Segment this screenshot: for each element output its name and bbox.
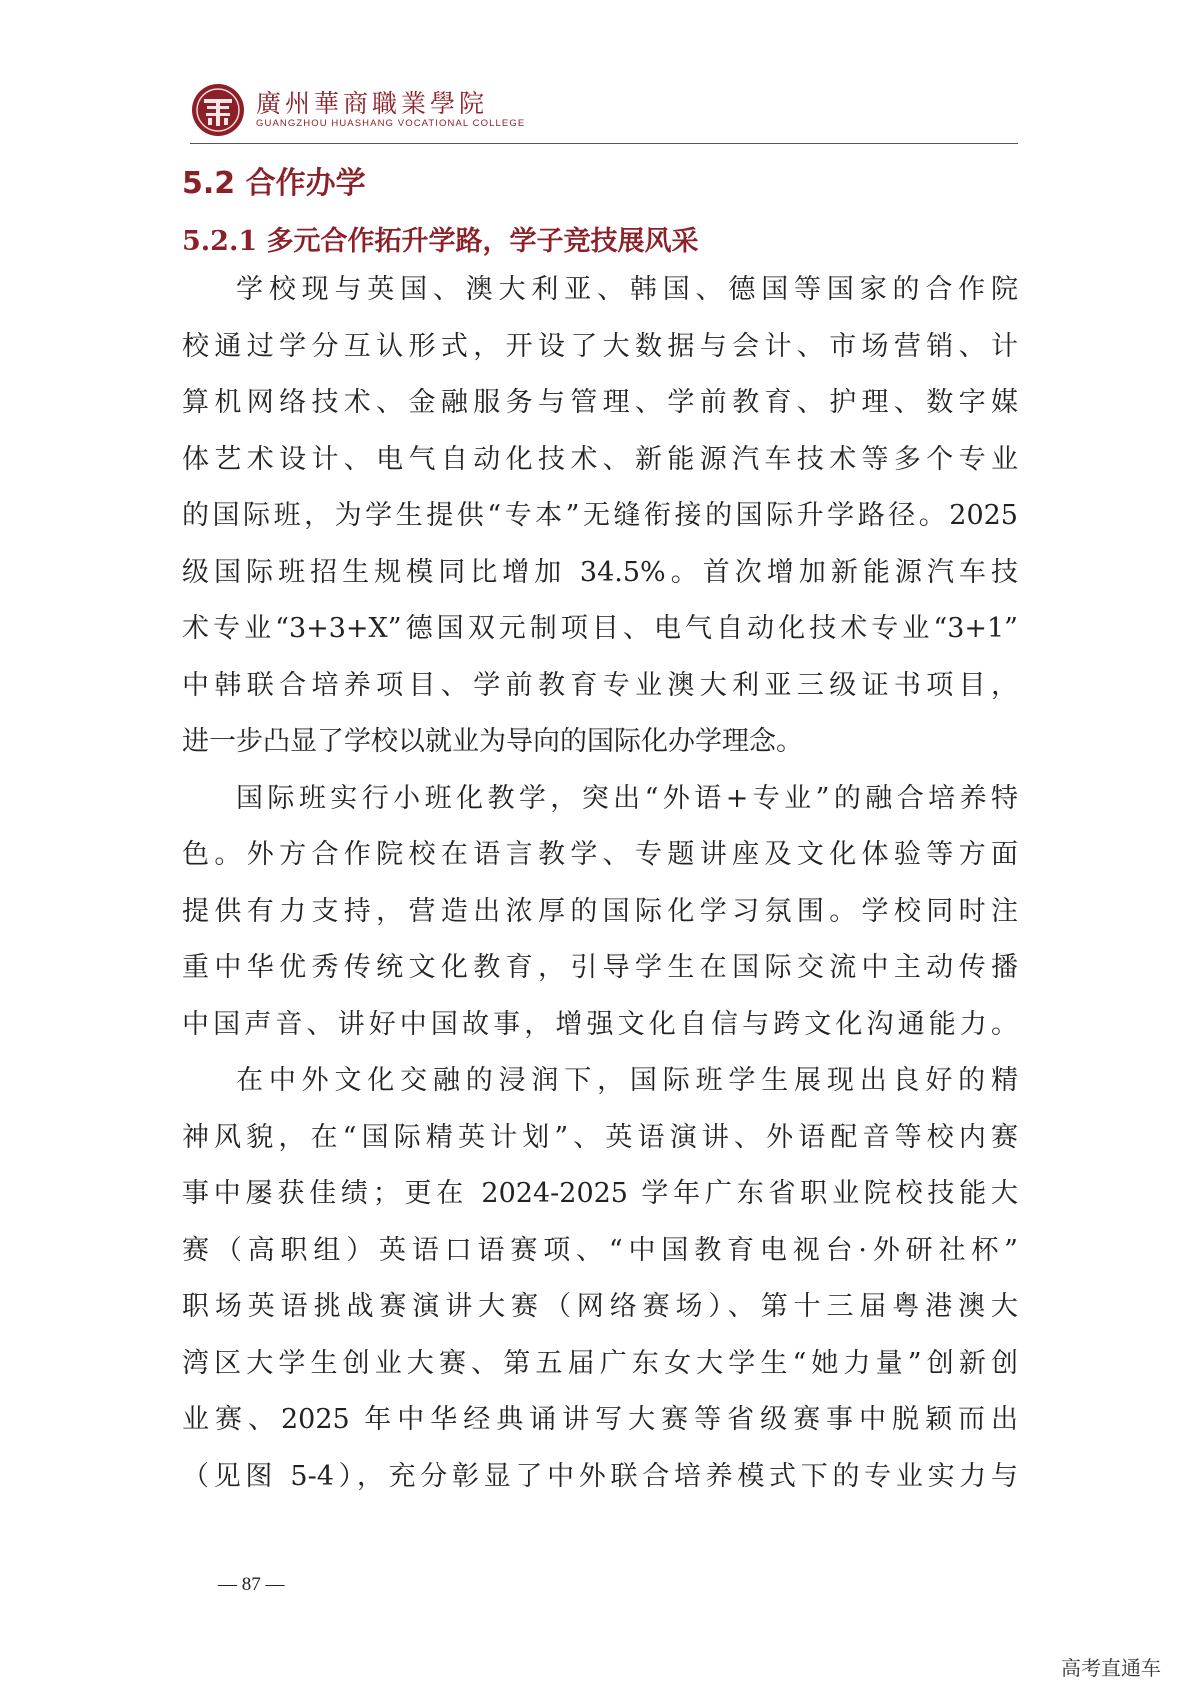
paragraph-line: 体艺术设计、电气自动化技术、新能源汽车技术等多个专业	[182, 443, 1018, 475]
watermark: 高考直通车	[1061, 1656, 1161, 1680]
paragraph-line: 神风貌，在“国际精英计划”、英语演讲、外语配音等校内赛	[182, 1121, 1018, 1153]
page-number: — 87 —	[218, 1574, 285, 1595]
paragraph-line: 国际班实行小班化教学，突出“外语+专业”的融合培养特	[236, 782, 1018, 814]
paragraph-line: 学校现与英国、澳大利亚、韩国、德国等国家的合作院	[236, 274, 1018, 305]
paragraph-line: 职场英语挑战赛演讲大赛（网络赛场）、第十三届粤港澳大	[182, 1291, 1018, 1322]
college-name-en: GUANGZHOU HUASHANG VOCATIONAL COLLEGE	[256, 118, 526, 129]
college-name-cn: 廣州華商職業學院	[256, 89, 489, 118]
paragraph-line: 中韩联合培养项目、学前教育专业澳大利亚三级证书项目，	[182, 669, 1018, 701]
paragraph-line: 校通过学分互认形式，开设了大数据与会计、市场营销、计	[182, 330, 1018, 362]
paragraph-line: 重中华优秀传统文化教育，引导学生在国际交流中主动传播	[182, 952, 1018, 983]
paragraph-line: 湾区大学生创业大赛、第五届广东女大学生“她力量”创新创	[182, 1347, 1018, 1379]
paragraph-line: 术专业“3+3+X”德国双元制项目、电气自动化技术专业“3+1”	[182, 613, 1018, 644]
paragraph-line: （见图 5-4），充分彰显了中外联合培养模式下的专业实力与	[182, 1460, 1018, 1492]
paragraph-line: 中国声音、讲好中国故事，增强文化自信与跨文化沟通能力。	[182, 1008, 1018, 1040]
paragraph-line: 业赛、2025 年中华经典诵讲写大赛等省级赛事中脱颖而出	[182, 1404, 1018, 1435]
paragraph-line: 提供有力支持，营造出浓厚的国际化学习氛围。学校同时注	[182, 895, 1018, 927]
huashang-emblem-icon	[190, 82, 246, 138]
paragraph-line: 事中屡获佳绩；更在 2024-2025 学年广东省职业院校技能大	[182, 1178, 1018, 1209]
page-header	[190, 78, 1018, 142]
paragraph-line: 在中外文化交融的浸润下，国际班学生展现出良好的精	[236, 1065, 1018, 1096]
paragraph-line: 色。外方合作院校在语言教学、专题讲座及文化体验等方面	[182, 839, 1018, 870]
paragraph-line: 级国际班招生规模同比增加 34.5%。首次增加新能源汽车技	[182, 556, 1018, 588]
paragraph-line: 算机网络技术、金融服务与管理、学前教育、护理、数字媒	[182, 387, 1018, 418]
header-divider	[190, 143, 1018, 144]
section-heading: 5.2 合作办学	[182, 166, 366, 201]
paragraph-line: 的国际班，为学生提供“专本”无缝衔接的国际升学路径。2025	[182, 500, 1018, 531]
body-text	[182, 262, 1018, 1505]
paragraph-line: 赛（高职组）英语口语赛项、“中国教育电视台·外研社杯”	[182, 1234, 1018, 1266]
section-subheading: 5.2.1 多元合作拓升学路，学子竞技展风采	[182, 226, 699, 257]
paragraph-line: 进一步凸显了学校以就业为导向的国际化办学理念。	[182, 726, 803, 757]
